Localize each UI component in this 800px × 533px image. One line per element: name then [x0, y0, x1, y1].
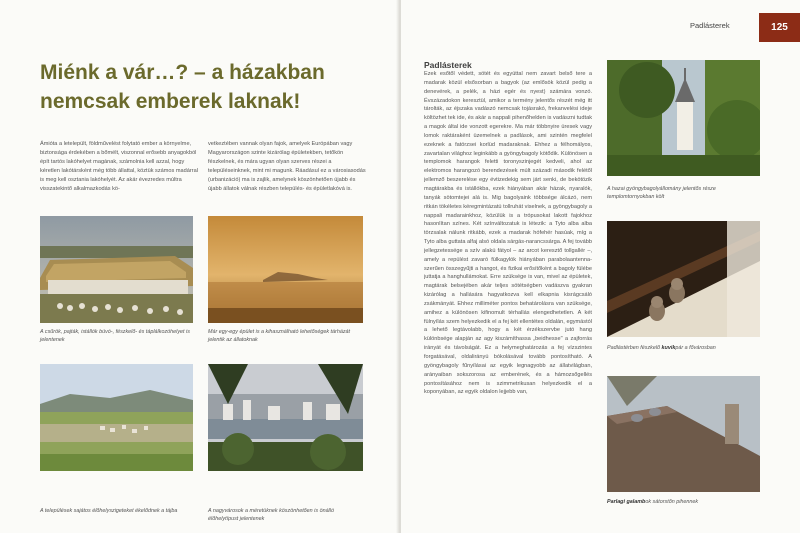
owl-caption: [607, 345, 760, 353]
sunset-photo: [208, 216, 363, 323]
intro-column-1: Ámióta a letelepült, földművelést folytató ember a környelme, biztonsága érdekében a bőmélt, viszonnal erősebb anyagokból épít tartós lakóhelyet magának, számolnia kell azzal, hogy kéretlen lakótársként még több állattal, köztük számos madárral is meg kell osztania lakóhelyét. Az akár évezredes múltra visszatekintő alkalmazkodás kö-: [40, 141, 198, 192]
owl-caption-pre: Padlástérben fészkelő: [607, 345, 662, 351]
chapter-title: Miénk a vár…? – a házakban nemcsak emberek laknak!: [40, 61, 325, 113]
church-tower-caption: A hazai gyöngybagolyállomány jelentős része templomtornyokban költ: [607, 186, 716, 200]
city-caption: A nagyvárosok a méretüknek köszönhetően is önálló élőhelytípust jelentenek: [208, 508, 334, 522]
page-number: 125: [759, 13, 800, 42]
pigeon-caption-species: Parlagi galamb: [607, 499, 646, 505]
owl-caption-species: kuvik: [661, 345, 676, 351]
body-text: Ezek esőtől védett, sötét és egyúttal nem zavart belső tere a madarak közül elsősorban a bagyok (az emlősök közül pedig a denevérek, a pelék, a házi egér és nyest) számára vonzó. Évszázadokon keresztül, amikor a termény jelentős részét még itt tárolták, az éjszaka vadászó nemcsak tojásrakó, frekanvelési ideje költözhet tek ide, és akár a nappali pihenőhelden is vadászni tudtak a magok által ide vonzott egerekre. Ma már többnyire üresek vagy lomok raktáraként üzemelnek a padlások, ami szintén megfelel ezeknek a fatörzsei korlüd madaraknak. Ehhez a félhomályos, zavartalan világhoz leginkább a gyöngybagoly kötődik. Különösen a templomok harangok feletti toronyszinjegét kedveli, ahol az elektromos harangozó berendezések múlt századi második felétől jellemző beszerelése egy évtizedekig sem járt senki, de bekötözik magtárakba és istállókba, ezek hiányában akár házak, nyaralók, tanyák sötomtejei alá is. Mig bagolyaink többsége álcázó, nem ritkán tökéletes kéregmintázatú tollruhát viselnek, a gyöngybagoly a nappali madarainkhoz, közülük is a trópusokat lakott fajokhoz hasonlítan színes. Két színváltozatuk is létezik: a Tyto alba alba törzsalak nálunk ritkább, ezek a madarak hófehér hasúak, míg a Tyto alba guttata alfaj alsó oldala sárgás-narancssárga. A fej tovább jellegzetessége a szív alakú fátyol – az arcot keresztő tollgallér –, amely a repülést zavaró fülkagylók hiányában parabolaantenna-szerűen összegyűjti a hangot, és fizikai erősítőként a bagoly fülébe juttatja a hanghullámokat. Erre szüksége is van, mivel az épületek, magtárak belsejében akár teljes sötétségben vadászva gyakran kizárólag a hallására hagyatkozva kell elkapnia kisrágcsáló zsákmányát. Ehhez milliméter pontos behatárolásra van szüksége, amihez a különösen kifinomult térhallás elengedhetetlen. A két fülnyílás szem helyezkedik el a fej két ellentétes oldalán, egymástól a lehető legtávolabb, hogy a két érzékszervbe jutó hang különbsége alapján az agy kiszámíthassa „beidhesse" a zajforrás irányát és távolságát. Ez a helymeghatározás a fej vízszintes forgatásával, oldalirányú bókolásával tovább pontosítható. A gyöngybagoly fűnyílásai az egyik legnagyobb az állatvilágban, arányaiban sokszorosa az emberének, és a hámozsőgellés pontosításához nem is szimmetrikusan helyezkedik el a koponyában, az egyik oldalon lejjebb van,: [424, 71, 592, 396]
city-photo: [208, 364, 363, 471]
pigeon-roof-photo: [607, 376, 760, 492]
pigeon-caption-post: ok sátorstőn pihennek: [645, 499, 699, 505]
owl-photo: [607, 221, 760, 337]
pigeon-caption: [607, 499, 760, 507]
village-caption: A települések sajátos élőhelyszigeteket ékelődnek a tájba: [40, 508, 178, 514]
village-photo: [40, 364, 193, 471]
church-tower-photo: [607, 60, 760, 176]
left-page: [0, 0, 399, 533]
section-title: Padlásterek: [424, 60, 472, 70]
farm-photo: [40, 216, 193, 323]
intro-column-2: vetkeztében vannak olyan fajok, amelyek Európában vagy Magyarországon szinte kizárólag épületekben, tetőkön fészkelnek, és mára ugyan olyan szerves részei a településeinknek, mint mi magunk. Ráadásul ez a városiasodás (urbanizáció) ma is zajlik, amelynek köszönhetően újabb és újabb állatok válnak részben település- és épületlakóvá is.: [208, 141, 366, 192]
sunset-caption: Már egy-egy épület is a kihasználható lehetőségek tárházát jelentik az állatoknak: [208, 329, 351, 343]
owl-caption-post: pár a fővárosban: [675, 345, 716, 351]
farm-caption: A csűrök, pajták, istállók búvó-, fészkelő- és táplálkozóhelyet is jelentenek: [40, 329, 190, 343]
running-header: Padlásterek: [690, 21, 730, 30]
